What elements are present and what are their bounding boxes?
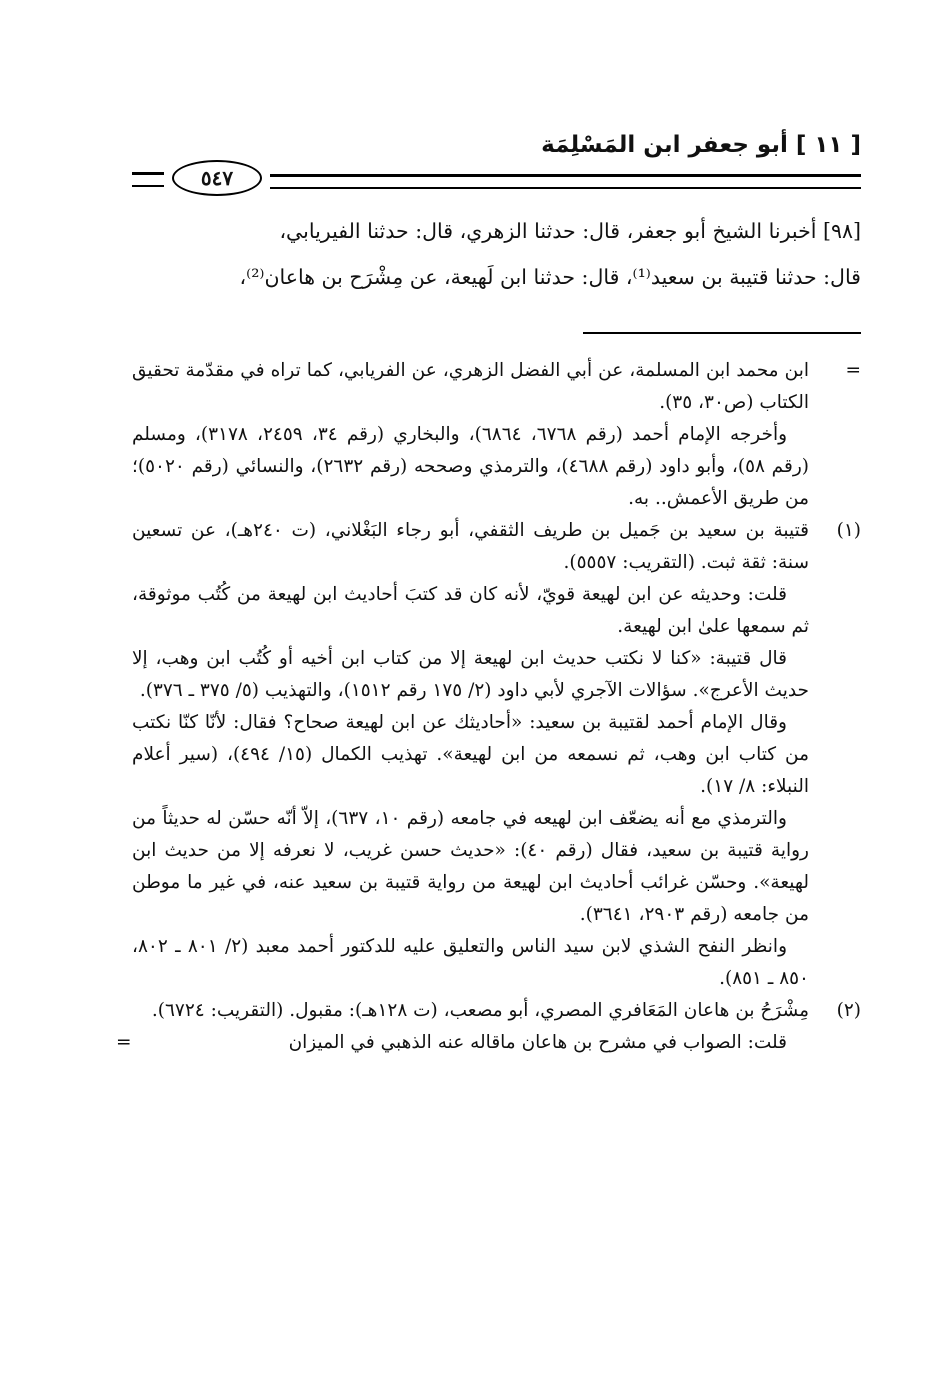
footnote-continuation: [132, 355, 861, 515]
footnote-paragraph: والترمذي مع أنه يضعّف ابن لهيعه في جامعه (رقم ١٠، ٦٣٧)، إلاّ أنّه حسّن له حديثاً من رواية قتيبة بن سعيد، فقال (رقم ٤٠): «حديث حسن غريب، لا نعرفه إلا من حديث ابن لهيعة». وحسّن غرائب أحاديث ابن لهيعة من رواية قتيبة بن سعيد عنه، في غير ما موطن من جامعه (رقم ٢٩٠٣، ٣٦٤١).: [132, 808, 809, 925]
footnote-paragraph: قتيبة بن سعيد بن جَميل بن طريف الثقفي، أبو رجاء البَغْلاني، (ت ٢٤٠هـ)، عن تسعين سنة: ثقة ثبت. (التقريب: ٥٥٥٧).: [132, 520, 809, 573]
footnote-1: [132, 515, 861, 995]
footnote-paragraph: قلت: الصواب في مشرح بن هاعان ماقاله عنه الذهبي في الميزان: [288, 1032, 787, 1053]
footnote-paragraph: ابن محمد ابن المسلمة، عن أبي الفضل الزهري، عن الفريابي، كما تراه في مقدّمة تحقيق الكتاب (ص٣٠، ٣٥).: [132, 360, 809, 413]
page-number: ٥٤٧: [172, 160, 262, 196]
footnote-paragraph: وأخرجه الإمام أحمد (رقم ٦٧٦٨، ٦٨٦٤)، والبخاري (رقم ٣٤، ٢٤٥٩، ٣١٧٨)، ومسلم (رقم ٥٨)، وأبو داود (رقم ٤٦٨٨)، والترمذي وصححه (رقم ٢٦٣٢)، والنسائي (رقم ٥٠٢٠)؛ من طريق الأعمش.. به.: [132, 424, 809, 509]
header-rule: [270, 174, 861, 189]
footnote-marker: (٢): [836, 1000, 861, 1021]
footnote-paragraph: وقال الإمام أحمد لقتيبة بن سعيد: «أحاديثك عن ابن لهيعة صحاح؟ فقال: لأنّا كنّا نكتب من كتاب ابن وهب، ثم نسمعه من ابن لهيعة». تهذيب الكمال (١٥/ ٤٩٤)، (سير أعلام النبلاء: ٨/ ١٧).: [132, 712, 809, 797]
footnotes: [116, 355, 861, 1059]
footnote-paragraph: وانظر النفح الشذي لابن سيد الناس والتعليق عليه للدكتور أحمد معبد (٢/ ٨٠١ ـ ٨٠٢، ٨٥٠ ـ ٨٥١).: [132, 936, 809, 989]
continuation-mark: =: [845, 360, 861, 381]
continues-mark: =: [116, 1032, 132, 1053]
header-rule-left: [132, 172, 164, 187]
footnote-separator: [583, 332, 861, 334]
main-text: [138, 208, 861, 300]
chapter-title: [ ١١ ] أبو جعفر ابن المَسْلِمَة: [541, 132, 861, 158]
footnote-marker: (١): [836, 520, 861, 541]
footnote-paragraph: قلت: وحديثه عن ابن لهيعة قويّ، لأنه كان قد كتبَ أحاديث ابن لهيعة من كُتُب موثوقة، ثم سمعها علىٰ ابن لهيعة.: [132, 584, 809, 637]
main-line-2: قال: حدثنا قتيبة بن سعيد⁽¹⁾، قال: حدثنا ابن لَهيعة، عن مِشْرَح بن هاعان⁽²⁾،: [239, 265, 861, 289]
footnote-paragraph: قال قتيبة: «كنا لا نكتب حديث ابن لهيعة إلا من كتاب ابن أخيه أو كُتُب ابن وهب، إلا حديث الأعرج». سؤالات الآجري لأبي داود (٢/ ١٧٥ رقم ١٥١٢)، والتهذيب (٥/ ٣٧٥ ـ ٣٧٦).: [132, 648, 809, 701]
main-line-1: [٩٨] أخبرنا الشيخ أبو جعفر، قال: حدثنا الزهري، قال: حدثنا الفيريابي،: [279, 219, 861, 243]
footnote-paragraph: مِشْرَحُ بن هاعان المَعَافري المصري، أبو مصعب، (ت ١٢٨هـ): مقبول. (التقريب: ٦٧٢٤).: [151, 1000, 809, 1021]
footnote-2: [116, 995, 861, 1059]
